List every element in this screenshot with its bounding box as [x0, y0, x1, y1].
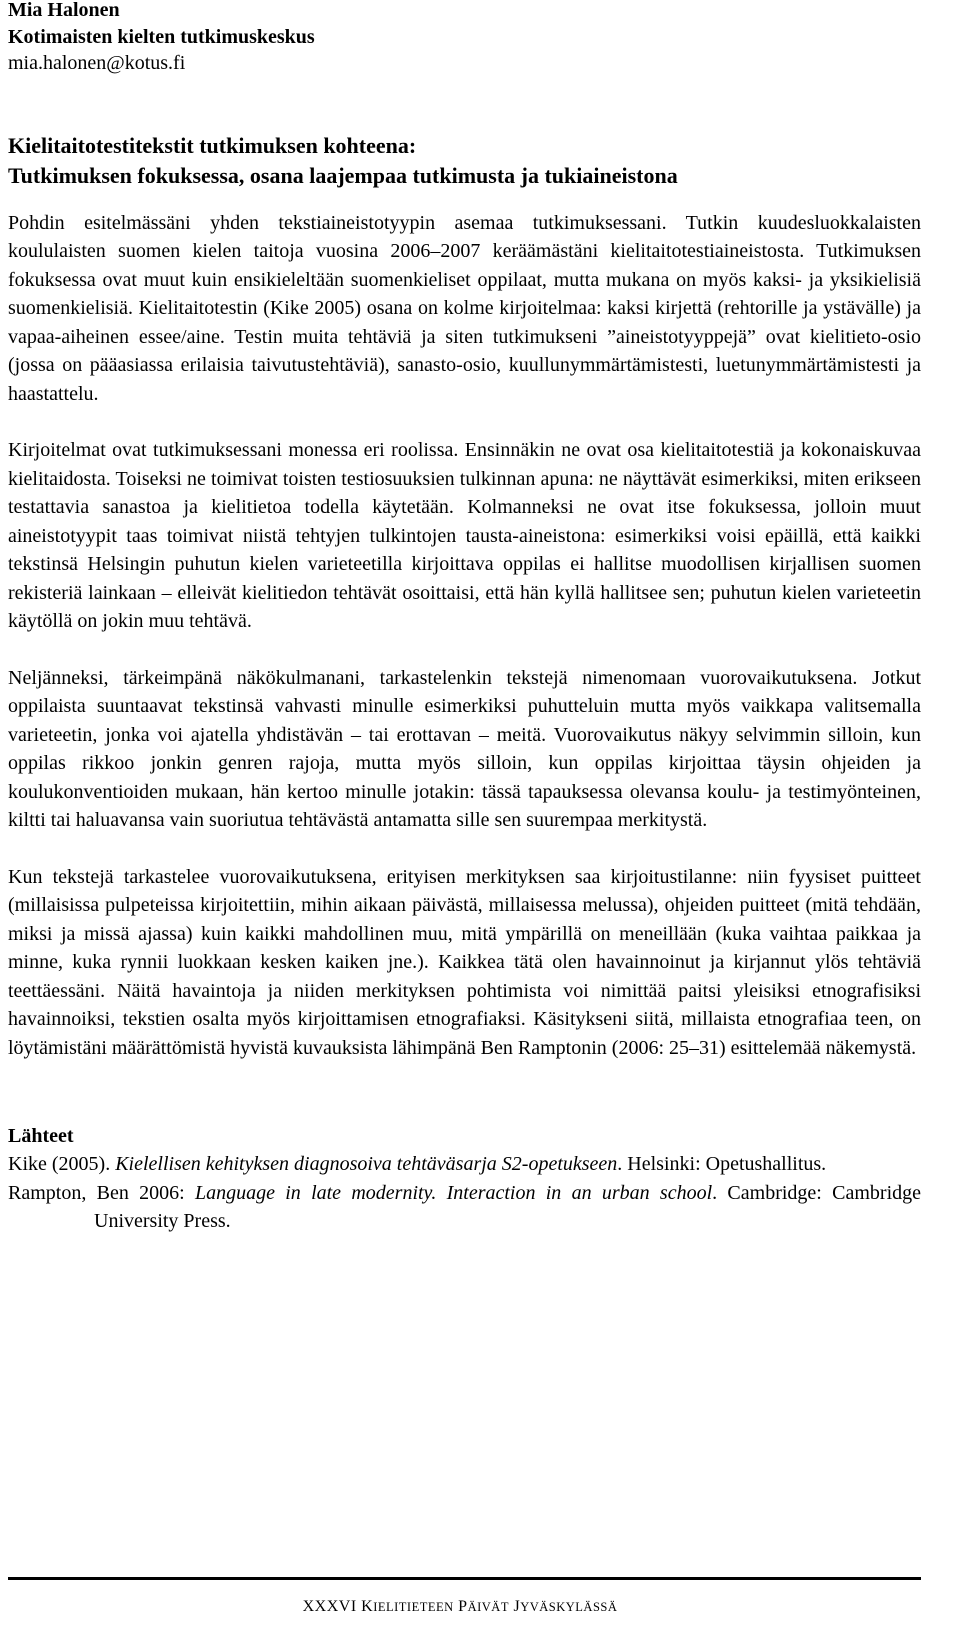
footer-initial: P	[458, 1598, 468, 1615]
reference-title: Kielellisen kehityksen diagnosoiva tehtäväsarja S2-opetukseen	[115, 1153, 618, 1175]
author-name: Mia Halonen	[8, 0, 120, 21]
references-heading: Lähteet	[8, 1125, 74, 1147]
footer-roman-numeral: XXXVI	[302, 1598, 357, 1615]
author-affiliation: Kotimaisten kielten tutkimuskeskus	[8, 25, 315, 48]
footer-initial: K	[361, 1598, 374, 1615]
document-page	[8, 0, 921, 1236]
footer-word-rest: IELITIETEEN	[373, 1600, 454, 1614]
reference-tail: . Cambridge: Cambridge University Press.	[94, 1181, 922, 1232]
reference-item	[8, 1150, 921, 1179]
title-line-2: Tutkimuksen fokuksessa, osana laajempaa tutkimusta ja tukiaineistona	[8, 162, 678, 188]
reference-lead: Kike (2005).	[8, 1153, 116, 1175]
document-title	[8, 131, 921, 191]
title-line-1: Kielitaitotestitekstit tutkimuksen kohteena:	[8, 132, 417, 158]
reference-lead: Rampton, Ben 2006:	[8, 1181, 195, 1204]
page-footer	[0, 1598, 920, 1616]
footer-word-rest: YVÄSKYLÄSSÄ	[520, 1600, 618, 1614]
author-email: mia.halonen@kotus.fi	[8, 52, 186, 74]
footer-divider	[8, 1577, 921, 1580]
body-paragraph-1: Pohdin esitelmässäni yhden tekstiaineistotyypin asemaa tutkimuksessani. Tutkin kuudesluokkalaisten koululaisten suomen kielen taitoja vuosina 2006–2007 keräämästäni kielitaitotestiaineistosta. Tutkimuksen fokuksessa ovat muut kuin ensikieleltään suomenkieliset oppilaat, mutta mukana on myös kaksi- ja yksikielisiä suomenkielisiä. Kielitaitotestin (Kike 2005) osana on kolme kirjoitelmaa: kaksi kirjettä (rehtorille ja ystävälle) ja vapaa-aiheinen essee/aine. Testin muita tehtäviä ja siten tutkimukseni ”aineistotyyppejä” ovat kielitieto-osio (jossa on pääasiassa erilaisia taivutustehtäviä), sanasto-osio, kuullunymmärtämistesti, luetunymmärtämistesti ja haastattelu.	[8, 211, 921, 405]
body-paragraph-2: Kirjoitelmat ovat tutkimuksessani monessa eri roolissa. Ensinnäkin ne ovat osa kielitaitotestiä ja kokonaiskuvaa kielitaidosta. Toiseksi ne toimivat toisten testiosuuksien tulkinnan apuna: ne näyttävät esimerkiksi, miten erikseen testattavia sanastoa ja kielitietoa todella käytetään. Kolmanneksi ne ovat itse fokuksessa, jolloin muut aineistotyypit taas toimivat niistä tehtyjen tulkintojen tausta-aineistona: esimerkiksi voisi epäillä, että kaikki tekstinsä Helsingin puhutun kielen varieteetilla kirjoittava oppilas ei hallitse muodollisen kirjallisen suomen rekisteriä lainkaan – elleivät kielitiedon tehtävät osoittaisi, että hän kyllä hallitsee sen; puhutun kielen varieteetin käytöllä on jokin muu tehtävä.	[8, 439, 921, 632]
reference-title: Language in late modernity. Interaction in an urban school	[194, 1181, 713, 1204]
author-block	[8, 0, 921, 77]
body-paragraph-4: Kun tekstejä tarkastelee vuorovaikutuksena, erityisen merkityksen saa kirjoitustilanne: niin fyysiset puitteet (millaisissa pulpeteissa kirjoitettiin, mihin aikaan päivästä, millaisessa melussa), ohjeiden puitteet (mitä tehdään, miksi ja missä ajassa) kuin kaikki mahdollinen muu, mitä ympärillä on meneillään (kuka vaihtaa paikkaa ja minne, kuka rynnii luokkaan kesken kaiken jne.). Kaikkea tätä olen havainnoinut ja kirjannut ylös tehtäviä teettäessäni. Näitä havaintoja ja niiden merkityksen pohtimista voi nimittää paitsi yleisiksi etnografisiksi havainnoiksi, tekstien osalta myös kirjoittamisen etnografiaksi. Käsitykseni siitä, millaista etnografiaa teen, on löytämistäni määrättömistä hyvistä kuvauksista lähimpänä Ben Ramptonin (2006: 25–31) esittelemää näkemystä.	[8, 865, 921, 1059]
body-paragraph-3: Neljänneksi, tärkeimpänä näkökulmanani, tarkastelenkin tekstejä nimenomaan vuorovaikutuksena. Jotkut oppilaista suuntaavat tekstinsä vahvasti minulle esimerkiksi puhutteluin mutta myös vaikkapa valitsemalla varieteetin, jonka voi ajatella yhdistävän – tai erottavan – meitä. Vuorovaikutus näkyy selvimmin silloin, kun oppilas rikkoo jonkin genren rajoja, mutta myös silloin, kun oppilas kirjoittaa täysin ohjeiden ja koulukonventioiden mukaan, hän kertoo minulle jotakin: tässä tapauksessa olevansa koulu- ja testimyönteinen, kiltti tai haluavansa vain suoriutua tehtävästä antamatta sille sen suurempaa merkitystä.	[8, 666, 921, 831]
reference-item	[8, 1179, 921, 1236]
footer-initial: J	[513, 1598, 521, 1615]
footer-word-rest: ÄIVÄT	[467, 1600, 509, 1614]
reference-tail: . Helsinki: Opetushallitus.	[617, 1153, 827, 1175]
